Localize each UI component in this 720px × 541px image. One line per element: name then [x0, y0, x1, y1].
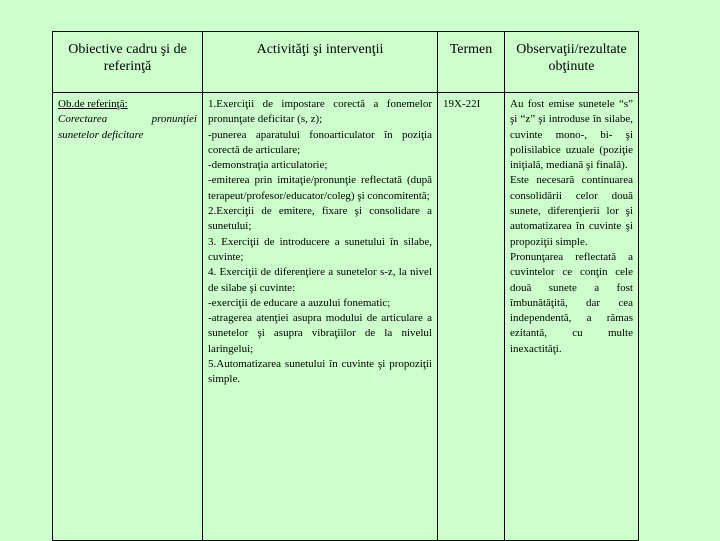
observation-paragraph: Pronunţarea reflectată a cuvintelor ce conţin cele două sunete a fost îmbunătăţită, dar cea independentă, a rămas ezitantă, cu multe inexactităţi. — [510, 250, 633, 355]
header-activities: Activităţi şi intervenţii — [256, 42, 384, 57]
header-cell-activities — [203, 32, 438, 93]
activity-line: -punerea aparatului fonoarticulator în poziţia corectă de articulare; — [208, 128, 432, 156]
activity-line: 1.Exerciţii de impostare corectă a fonemelor pronunţate deficitar (s, z); — [208, 98, 432, 126]
objective-text: Corectarea pronunţiei sunetelor deficitare — [58, 113, 197, 141]
term-value: 19X-22I — [443, 98, 481, 110]
activity-line: 4. Exerciţii de diferenţiere a sunetelor s-z, la nivel de silabe şi cuvinte: — [208, 266, 432, 294]
objective-label: Ob.de referinţă: — [58, 98, 128, 110]
activity-line: -demonstraţia articulatorie; — [208, 159, 328, 172]
activity-line: -atragerea atenţiei asupra modului de articulare a sunetelor şi asupra vibraţiilor de la nivelul laringelui; — [208, 312, 432, 355]
header-cell-objectives — [53, 32, 203, 93]
activity-line: 5.Automatizarea sunetului în cuvinte şi propoziţii simple. — [208, 358, 432, 386]
activities-cell — [203, 93, 438, 541]
observations-cell — [505, 93, 639, 541]
activity-line: 3. Exerciţii de introducere a sunetului în silabe, cuvinte; — [208, 235, 432, 263]
header-observations: Observaţii/rezultate obţinute — [516, 42, 627, 74]
header-row — [53, 32, 639, 93]
header-cell-observations — [505, 32, 639, 93]
term-cell — [438, 93, 505, 541]
activity-line: -emiterea prin imitaţie/pronunţie reflectată (după terapeut/profesor/educator/coleg) şi concomitentă; — [208, 174, 432, 202]
observation-paragraph: Au fost emise sunetele “s” şi “z” şi introduse în silabe, cuvinte mono-, bi- şi polisilabice uzuale (poziţie iniţială, mediană şi finală). — [510, 98, 633, 172]
header-cell-term — [438, 32, 505, 93]
observation-paragraph: Este necesară continuarea consolidării celor două sunete, diferenţierii lor şi automatizarea în cuvinte şi propoziţii simple. — [510, 174, 633, 248]
content-row — [53, 93, 639, 541]
objective-cell — [53, 93, 203, 541]
header-term: Termen — [449, 42, 493, 57]
plan-table — [52, 31, 639, 541]
activity-line: -exerciţii de educare a auzului fonematic; — [208, 296, 391, 309]
header-objectives: Obiective cadru şi de referinţă — [68, 42, 187, 74]
activity-line: 2.Exerciţii de emitere, fixare şi consolidare a sunetului; — [208, 205, 432, 233]
